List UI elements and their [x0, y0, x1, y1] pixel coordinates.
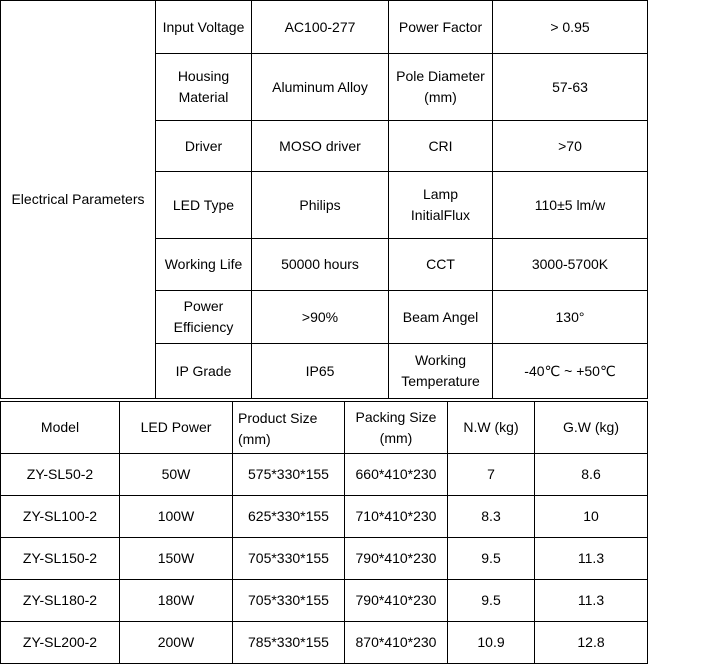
- table-row: [1, 622, 648, 664]
- param-key: IP Grade: [156, 344, 252, 399]
- power-cell: 50W: [120, 454, 233, 496]
- gw-cell: 8.6: [535, 454, 648, 496]
- gw-cell: 10: [535, 496, 648, 538]
- param-key: Beam Angel: [389, 291, 493, 344]
- param-value: >90%: [252, 291, 389, 344]
- column-header: Packing Size (mm): [345, 402, 448, 454]
- nw-cell: 8.3: [448, 496, 535, 538]
- param-key: Power Efficiency: [156, 291, 252, 344]
- model-cell: ZY-SL200-2: [1, 622, 120, 664]
- param-key: Pole Diameter (mm): [389, 54, 493, 121]
- model-specs-table: [0, 401, 648, 664]
- param-key: Working Life: [156, 239, 252, 291]
- product-size-cell: 705*330*155: [233, 580, 345, 622]
- param-value: IP65: [252, 344, 389, 399]
- table-row: [1, 538, 648, 580]
- param-value: Aluminum Alloy: [252, 54, 389, 121]
- param-value: > 0.95: [493, 1, 648, 54]
- power-cell: 180W: [120, 580, 233, 622]
- nw-cell: 9.5: [448, 580, 535, 622]
- param-key: LED Type: [156, 172, 252, 239]
- packing-size-cell: 790*410*230: [345, 580, 448, 622]
- product-size-cell: 625*330*155: [233, 496, 345, 538]
- model-cell: ZY-SL150-2: [1, 538, 120, 580]
- table-row: [1, 496, 648, 538]
- param-value: AC100-277: [252, 1, 389, 54]
- nw-cell: 7: [448, 454, 535, 496]
- model-cell: ZY-SL180-2: [1, 580, 120, 622]
- model-cell: ZY-SL50-2: [1, 454, 120, 496]
- param-key: Working Temperature: [389, 344, 493, 399]
- param-value: MOSO driver: [252, 121, 389, 172]
- packing-size-cell: 790*410*230: [345, 538, 448, 580]
- product-size-cell: 785*330*155: [233, 622, 345, 664]
- param-value: 50000 hours: [252, 239, 389, 291]
- table-row: [1, 454, 648, 496]
- column-header: G.W (kg): [535, 402, 648, 454]
- table-row: [1, 580, 648, 622]
- param-value: Philips: [252, 172, 389, 239]
- group-label: Electrical Parameters: [1, 1, 156, 399]
- param-key: CCT: [389, 239, 493, 291]
- param-value: 110±5 lm/w: [493, 172, 648, 239]
- header-row: [1, 402, 648, 454]
- packing-size-cell: 660*410*230: [345, 454, 448, 496]
- column-header: LED Power: [120, 402, 233, 454]
- packing-size-cell: 870*410*230: [345, 622, 448, 664]
- model-cell: ZY-SL100-2: [1, 496, 120, 538]
- product-size-cell: 705*330*155: [233, 538, 345, 580]
- param-value: 130°: [493, 291, 648, 344]
- param-key: Input Voltage: [156, 1, 252, 54]
- column-header: N.W (kg): [448, 402, 535, 454]
- nw-cell: 10.9: [448, 622, 535, 664]
- gw-cell: 11.3: [535, 580, 648, 622]
- param-value: >70: [493, 121, 648, 172]
- nw-cell: 9.5: [448, 538, 535, 580]
- power-cell: 150W: [120, 538, 233, 580]
- param-value: 3000-5700K: [493, 239, 648, 291]
- param-value: 57-63: [493, 54, 648, 121]
- power-cell: 100W: [120, 496, 233, 538]
- power-cell: 200W: [120, 622, 233, 664]
- product-size-cell: 575*330*155: [233, 454, 345, 496]
- param-key: CRI: [389, 121, 493, 172]
- param-key: Housing Material: [156, 54, 252, 121]
- gw-cell: 12.8: [535, 622, 648, 664]
- param-row: [1, 1, 648, 54]
- column-header: Product Size (mm): [233, 402, 345, 454]
- param-key: Power Factor: [389, 1, 493, 54]
- gw-cell: 11.3: [535, 538, 648, 580]
- param-key: Driver: [156, 121, 252, 172]
- param-value: -40℃ ~ +50℃: [493, 344, 648, 399]
- param-key: Lamp InitialFlux: [389, 172, 493, 239]
- packing-size-cell: 710*410*230: [345, 496, 448, 538]
- column-header: Model: [1, 402, 120, 454]
